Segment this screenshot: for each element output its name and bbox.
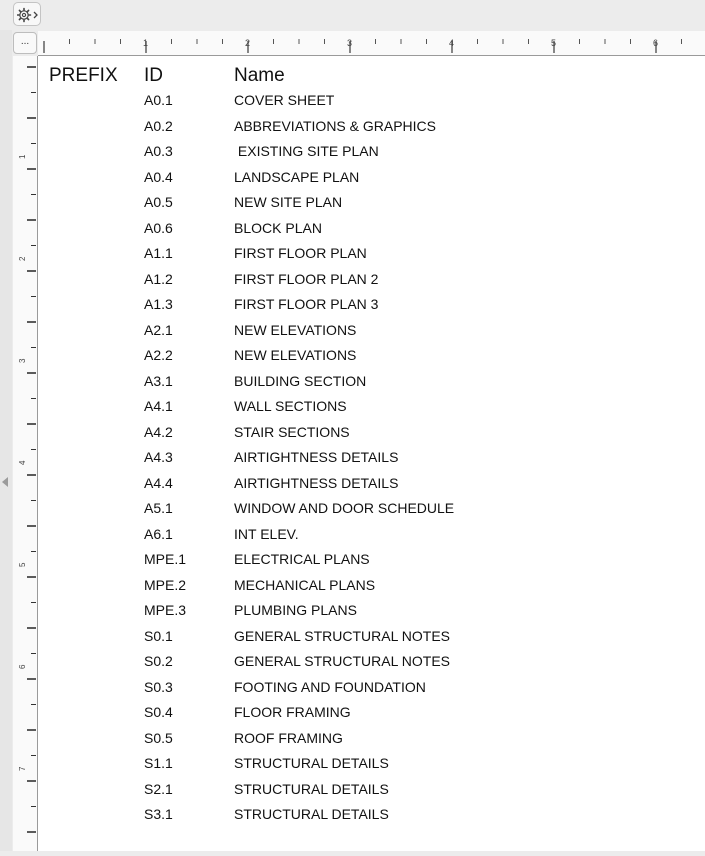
sheet-id: A4.3 [144,449,173,465]
sheet-row[interactable] [38,296,705,316]
sheet-row[interactable] [38,118,705,138]
sheet-name: FOOTING AND FOUNDATION [234,678,426,695]
ruler-label: 7 [18,766,27,771]
ruler-label: 5 [18,562,27,567]
sheet-id: A4.2 [144,423,173,440]
horizontal-ruler [38,31,705,56]
sheet-row[interactable] [38,347,705,367]
sheet-name: COVER SHEET [234,92,335,108]
sheet-id: MPE.3 [144,602,187,618]
sheet-name: WINDOW AND DOOR SCHEDULE [234,500,455,516]
sheet-name: LANDSCAPE PLAN [234,168,360,185]
sheet-id: A0.3 [144,143,173,159]
sheet-name: MECHANICAL PLANS [234,576,376,593]
sheet-row[interactable] [38,653,705,673]
sheet-id: A3.1 [144,372,173,389]
horizontal-ruler-ticks [38,31,705,55]
ruler-label: 6 [18,664,27,669]
id-column-header: ID [144,65,163,86]
sheet-id: S0.4 [144,704,173,720]
sheet-name: NEW SITE PLAN [234,194,343,210]
sheet-row[interactable] [38,245,705,265]
sheet-row[interactable] [38,373,705,393]
ruler-label: 3 [18,358,27,363]
sheet-id: A0.6 [144,219,173,236]
sheet-name: STRUCTURAL DETAILS [234,755,389,771]
sheet-name: NEW ELEVATIONS [234,321,357,338]
sheet-id: A0.5 [144,194,173,210]
toolbar [0,0,705,30]
sheet-id: A4.4 [144,474,173,491]
sheet-name: STRUCTURAL DETAILS [234,780,389,797]
sheet-name: BLOCK PLAN [234,219,322,236]
sheet-row[interactable] [38,194,705,214]
chevron-right-icon [34,12,37,18]
vertical-ruler-ticks [13,56,37,851]
gear-icon [17,7,39,23]
vertical-ruler [13,56,38,851]
sheet-row[interactable] [38,398,705,418]
sheet-name: WALL SECTIONS [234,398,347,414]
sheet-id: S0.3 [144,678,173,695]
sheet-name: ABBREVIATIONS & GRAPHICS [234,117,437,134]
sheet-row[interactable] [38,143,705,163]
ruler-label: 1 [143,38,149,48]
sheet-name: FLOOR FRAMING [234,704,351,720]
sheet-id: A0.4 [144,168,173,185]
sheet-id: S2.1 [144,780,173,797]
sheet-name: FIRST FLOOR PLAN [234,245,367,261]
ruler-label: 5 [551,38,557,48]
sheet-row[interactable] [38,220,705,240]
sheet-name: NEW ELEVATIONS [234,347,357,363]
sheet-row[interactable] [38,704,705,724]
collapse-arrow-icon[interactable] [2,477,8,487]
left-panel-strip [0,30,12,851]
sheet-name: PLUMBING PLANS [234,602,357,618]
sheet-row[interactable] [38,730,705,750]
sheet-name: ELECTRICAL PLANS [234,551,370,567]
sheet-id: A1.1 [144,245,173,261]
sheet-row[interactable] [38,500,705,520]
sheet-row[interactable] [38,781,705,801]
sheet-row[interactable] [38,679,705,699]
sheet-row[interactable] [38,628,705,648]
sheet-name: AIRTIGHTNESS DETAILS [234,474,399,491]
sheet-id: A0.1 [144,92,173,108]
sheet-name: ROOF FRAMING [234,729,343,746]
sheet-row[interactable] [38,322,705,342]
sheet-id: S3.1 [144,806,173,822]
ruler-label: 1 [18,154,27,159]
sheet-id: A0.2 [144,117,173,134]
sheet-id: A2.2 [144,347,173,363]
ruler-label: 6 [653,38,659,48]
name-column-header: Name [234,65,285,86]
sheet-id: A6.1 [144,525,173,542]
sheet-id: A4.1 [144,398,173,414]
sheet-name: FIRST FLOOR PLAN 3 [234,296,379,312]
sheet-row[interactable] [38,424,705,444]
ruler-corner-button[interactable]: ... [13,32,37,54]
sheet-row[interactable] [38,92,705,112]
ruler-label: 4 [18,460,27,465]
sheet-row[interactable] [38,169,705,189]
sheet-name: GENERAL STRUCTURAL NOTES [234,653,450,669]
sheet-id: A1.2 [144,270,173,287]
sheet-row[interactable] [38,806,705,826]
prefix-column-header: PREFIX [49,65,118,86]
sheet-id: A1.3 [144,296,173,312]
sheet-name: FIRST FLOOR PLAN 2 [234,270,379,287]
sheet-name: EXISTING SITE PLAN [234,143,379,159]
sheet-row[interactable] [38,449,705,469]
sheet-name: AIRTIGHTNESS DETAILS [234,449,399,465]
sheet-id: S0.5 [144,729,173,746]
sheet-id: MPE.2 [144,576,187,593]
sheet-id: S0.2 [144,653,173,669]
sheet-row[interactable] [38,577,705,597]
sheet-row[interactable] [38,526,705,546]
sheet-name: INT ELEV. [234,525,299,542]
ruler-label: 4 [449,38,455,48]
sheet-index-page [38,56,705,851]
sheet-name: STRUCTURAL DETAILS [234,806,389,822]
sheet-row[interactable] [38,755,705,775]
sheet-id: S1.1 [144,755,173,771]
sheet-name: GENERAL STRUCTURAL NOTES [234,627,450,644]
sheet-name: BUILDING SECTION [234,372,367,389]
ruler-label: 3 [347,38,353,48]
sheet-id: A5.1 [144,500,173,516]
settings-menu-button[interactable] [13,2,41,26]
sheet-row[interactable] [38,475,705,495]
sheet-row[interactable] [38,271,705,291]
sheet-id: MPE.1 [144,551,187,567]
sheet-row[interactable] [38,602,705,622]
ruler-label: 2 [18,256,27,261]
sheet-id: A2.1 [144,321,173,338]
sheet-name: STAIR SECTIONS [234,423,350,440]
sheet-id: S0.1 [144,627,173,644]
sheet-row[interactable] [38,551,705,571]
ruler-label: 2 [245,38,251,48]
